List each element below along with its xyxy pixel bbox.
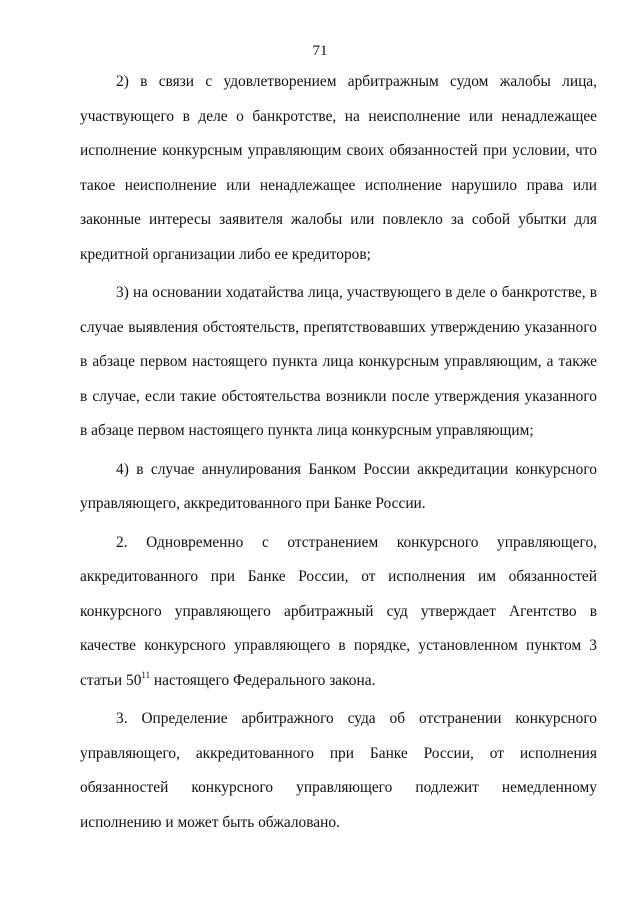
paragraph-point-2-text-before: 2. Одновременно с отстранением конкурсного управляющего, аккредитованного при Банке России, от исполнения им обязанностей конкурсного управляющего арбитражный суд утверждает Агентство в качестве конкурсного управляющего в порядке, установленном пунктом 3 статьи 50 xyxy=(80,533,597,689)
document-body xyxy=(80,65,597,844)
paragraph-point-3: 3. Определение арбитражного суда об отстранении конкурсного управляющего, аккредитованного при Банке России, от исполнения обязанностей конкурсного управляющего подлежит немедленному исполнению и может быть обжаловано. xyxy=(80,710,597,831)
page-number: 71 xyxy=(312,43,328,59)
paragraph-point-2-text-after: настоящего Федерального закона. xyxy=(150,671,376,689)
paragraph-item-2: 2) в связи с удовлетворением арбитражным судом жалобы лица, участвующего в деле о банкротстве, на неисполнение или ненадлежащее исполнение конкурсным управляющим своих обязанностей при условии, что такое неисполнение или ненадлежащее исполнение нарушило права или законные интересы заявителя жалобы или повлекло за собой убытки для кредитной организации либо ее кредиторов; xyxy=(80,73,597,263)
paragraph-item-3: 3) на основании ходатайства лица, участвующего в деле о банкротстве, в случае выявления обстоятельств, препятствовавших утверждению указанного в абзаце первом настоящего пункта лица конкурсным управляющим, а также в случае, если такие обстоятельства возникли после утверждения указанного в абзаце первом настоящего пункта лица конкурсным управляющим; xyxy=(80,284,597,439)
article-number-superscript: 11 xyxy=(141,669,151,680)
paragraph-item-4: 4) в случае аннулирования Банком России аккредитации конкурсного управляющего, аккредитованного при Банке России. xyxy=(80,460,597,512)
paragraph-point-2 xyxy=(80,526,597,699)
